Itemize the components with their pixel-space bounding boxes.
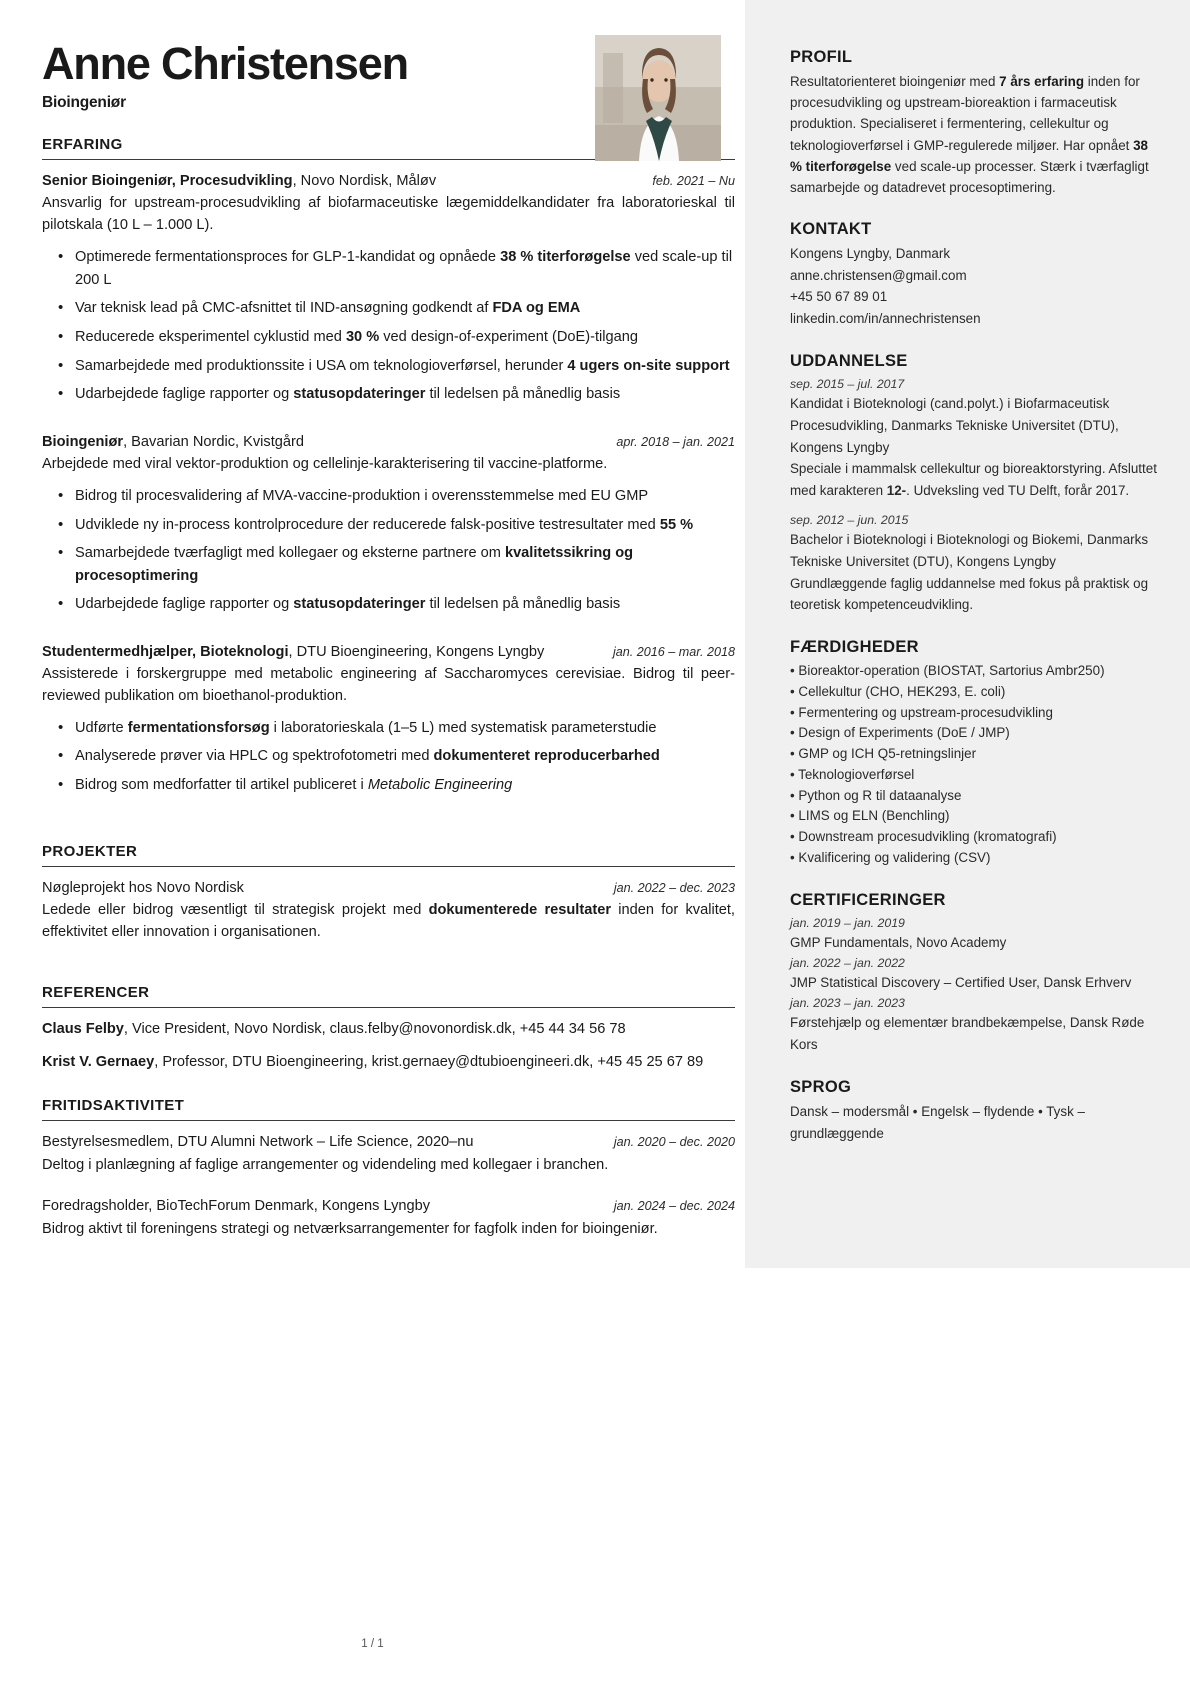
section-heading-experience: ERFARING	[42, 136, 123, 154]
list-item: • Optimerede fermentationsproces for GLP-1-kandidat og opnåede 38 % titerforøgelse ved scale-up til 200 L	[42, 246, 735, 291]
section-heading-projects: PROJEKTER	[42, 842, 138, 860]
references-list	[42, 1019, 735, 1074]
profile-text: Resultatorienteret bioingeniør med 7 års erfaring inden for procesudvikling og upstream-bioreaktion i farmaceutisk produktion. Specialiseret i fermentering, cellekultur og teknologioverførsel i GMP-regulerede miljøer. Har opnået 38 % titerforøgelse ved scale-up processer. Stærk i tværfagligt samarbejde og datadrevet procesoptimering.	[790, 74, 1149, 195]
skill-item: • Kvalificering og validering (CSV)	[790, 849, 991, 865]
entry-title: Foredragsholder, BioTechForum Denmark, Kongens Lyngby	[42, 1198, 431, 1215]
list-item: • Samarbejdede med produktionssite i USA om teknologioverførsel, herunder 4 ugers on-site support	[42, 355, 735, 378]
page-title: Anne Christensen	[42, 38, 408, 89]
education-note: Grundlæggende faglig uddannelse med fokus på praktisk og teoretisk kompetenceudvikling.	[790, 575, 1149, 613]
entry-date: apr. 2018 – jan. 2021	[616, 434, 735, 449]
list-item: • Var teknisk lead på CMC-afsnittet til IND-ansøgning godkendt af FDA og EMA	[42, 297, 735, 320]
sidebar-section-certifications	[790, 891, 1158, 1056]
entry-title: Nøgleprojekt hos Novo Nordisk	[42, 879, 244, 896]
skill-item: • Downstream procesudvikling (kromatografi)	[790, 829, 1057, 845]
divider-leisure	[42, 1120, 735, 1121]
list-item: • Reducerede eksperimentel cyklustid med 30 % ved design-of-experiment (DoE)-tilgang	[42, 326, 735, 349]
skill-item: • Python og R til dataanalyse	[790, 787, 962, 803]
job-role-subtitle: Bioingeniør	[42, 94, 126, 112]
skill-item: • Design of Experiments (DoE / JMP)	[790, 725, 1010, 741]
sidebar-section-education	[790, 352, 1158, 616]
timeline-entry	[42, 878, 735, 960]
certification-item	[790, 914, 1158, 954]
entry-title: Senior Bioingeniør, Procesudvikling, Novo Nordisk, Måløv	[42, 173, 437, 190]
entry-description: Assisterede i forskergruppe med metabolic engineering af Saccharomyces cerevisiae. Bidrog til peer-reviewed publikation om bioethanol-produktion.	[42, 666, 735, 704]
entry-bullet-list	[42, 246, 735, 406]
section-heading-leisure: FRITIDSAKTIVITET	[42, 1097, 185, 1115]
experience-entry	[42, 642, 735, 819]
certification-item	[790, 954, 1158, 994]
skills-heading: FÆRDIGHEDER	[790, 638, 919, 657]
entry-date: feb. 2021 – Nu	[652, 174, 735, 189]
reference-item: Claus Felby, Vice President, Novo Nordisk, claus.felby@novonordisk.dk, +45 44 34 56 78	[42, 1020, 626, 1037]
certification-item	[790, 994, 1158, 1056]
entry-bullet-list	[42, 717, 735, 797]
entry-description: Ansvarlig for upstream-procesudvikling af biofarmaceutiske lægemiddelkandidater fra laboratorieskal til pilotskala (10 L – 1.000 L).	[42, 195, 735, 234]
education-heading: UDDANNELSE	[790, 351, 908, 370]
projects-list	[42, 878, 735, 960]
languages-text: Dansk – modersmål • Engelsk – flydende • Tysk – grundlæggende	[790, 1103, 1085, 1141]
leisure-list	[42, 1132, 735, 1256]
sidebar-section-skills	[790, 638, 1158, 869]
certification-date: jan. 2023 – jan. 2023	[790, 995, 905, 1010]
timeline-entry	[42, 1132, 735, 1192]
timeline-entry	[42, 1196, 735, 1256]
main-column	[0, 0, 745, 1261]
skill-item: • Teknologioverførsel	[790, 766, 915, 782]
entry-header	[42, 642, 735, 663]
skill-item: • Bioreaktor-operation (BIOSTAT, Sartorius Ambr250)	[790, 663, 1105, 679]
list-item: • Udarbejdede faglige rapporter og statusopdateringer til ledelsen på månedlig basis	[42, 593, 735, 616]
contact-email[interactable]: anne.christensen@gmail.com	[790, 267, 967, 283]
certification-date: jan. 2022 – jan. 2022	[790, 955, 905, 970]
certifications-heading: CERTIFICERINGER	[790, 890, 946, 909]
certification-name: JMP Statistical Discovery – Certified User, Dansk Erhverv	[790, 975, 1132, 991]
divider-projects	[42, 866, 735, 867]
list-item: • Samarbejdede tværfagligt med kollegaer og eksterne partnere om kvalitetssikring og procesoptimering	[42, 542, 735, 587]
education-degree: Kandidat i Bioteknologi (cand.polyt.) i Biofarmaceutisk Procesudvikling, Danmarks Tekniske Universitet (DTU), Kongens Lyngby	[790, 396, 1119, 455]
list-item: • Analyserede prøver via HPLC og spektrofotometri med dokumenteret reproducerbarhed	[42, 745, 735, 768]
certifications-list	[790, 914, 1158, 1056]
list-item: • Bidrog til procesvalidering af MVA-vaccine-produktion i overensstemmelse med EU GMP	[42, 485, 735, 508]
education-date: sep. 2015 – jul. 2017	[790, 376, 905, 391]
sidebar-section-profile	[790, 48, 1158, 198]
experience-list	[42, 171, 735, 818]
skill-item: • LIMS og ELN (Benchling)	[790, 808, 950, 824]
education-note: Speciale i mammalsk cellekultur og bioreaktorstyring. Afsluttet med karakteren 12-. Udveksling ved TU Delft, forår 2017.	[790, 461, 1157, 499]
education-item	[790, 511, 1158, 616]
sidebar-section-contact	[790, 220, 1158, 330]
languages-heading: SPROG	[790, 1077, 852, 1096]
list-item: • Udførte fermentationsforsøg i laboratorieskala (1–5 L) med systematisk parameterstudie	[42, 717, 735, 740]
entry-description: Bidrog aktivt til foreningens strategi og netværksarrangementer for fagfolk inden for bioingeniør.	[42, 1220, 658, 1237]
list-item: • Udviklede ny in-process kontrolprocedure der reducerede falsk-positive testresultater med 55 %	[42, 514, 735, 537]
entry-header	[42, 171, 735, 192]
education-item	[790, 375, 1158, 502]
list-item: • Bidrog som medforfatter til artikel publiceret i Metabolic Engineering	[42, 774, 735, 797]
sidebar-section-languages	[790, 1078, 1158, 1144]
entry-date: jan. 2020 – dec. 2020	[613, 1135, 735, 1150]
profile-heading: PROFIL	[790, 48, 853, 66]
experience-entry	[42, 171, 735, 428]
skill-item: • GMP og ICH Q5-retningslinjer	[790, 746, 977, 762]
entry-description: Arbejdede med viral vektor-produktion og cellelinje-karakterisering til vaccine-platforme.	[42, 456, 608, 472]
certification-name: GMP Fundamentals, Novo Academy	[790, 935, 1007, 951]
divider-references	[42, 1007, 735, 1008]
entry-title: Bioingeniør, Bavarian Nordic, Kvistgård	[42, 433, 304, 450]
entry-date: jan. 2016 – mar. 2018	[612, 644, 735, 659]
contact-heading: KONTAKT	[790, 220, 872, 239]
entry-bullet-list	[42, 485, 735, 616]
contact-linkedin[interactable]: linkedin.com/in/annechristensen	[790, 311, 981, 327]
entry-header	[42, 878, 735, 899]
education-date: sep. 2012 – jun. 2015	[790, 512, 909, 527]
section-heading-references: REFERENCER	[42, 983, 150, 1001]
entry-header	[42, 432, 735, 453]
page-indicator: 1 / 1	[361, 1638, 384, 1650]
contact-phone[interactable]: +45 50 67 89 01	[790, 289, 888, 305]
entry-title: Bestyrelsesmedlem, DTU Alumni Network – Life Science, 2020–nu	[42, 1134, 474, 1151]
education-list	[790, 375, 1158, 616]
entry-header	[42, 1132, 735, 1153]
certification-name: Førstehjælp og elementær brandbekæmpelse, Dansk Røde Kors	[790, 1015, 1145, 1053]
education-degree: Bachelor i Bioteknologi i Bioteknologi og Biokemi, Danmarks Tekniske Universitet (DTU), Kongens Lyngby	[790, 532, 1149, 569]
contact-location: Kongens Lyngby, Danmark	[790, 246, 951, 262]
entry-header	[42, 1196, 735, 1217]
entry-date: jan. 2022 – dec. 2023	[613, 880, 735, 895]
reference-item: Krist V. Gernaey, Professor, DTU Bioengineering, krist.gernaey@dtubioengineeri.dk, +45 45 25 67 89	[42, 1053, 704, 1070]
entry-title: Studentermedhjælper, Bioteknologi, DTU Bioengineering, Kongens Lyngby	[42, 643, 545, 660]
skills-list	[790, 661, 1158, 869]
portrait-photo	[595, 35, 721, 161]
certification-date: jan. 2019 – jan. 2019	[790, 915, 905, 930]
entry-description: Ledede eller bidrog væsentligt til strategisk projekt med dokumenterede resultater inden for kvalitet, effektivitet eller innovation i organisationen.	[42, 901, 735, 940]
entry-description: Deltog i planlægning af faglige arrangementer og videndeling med kollegaer i branchen.	[42, 1156, 609, 1173]
skill-item: • Cellekultur (CHO, HEK293, E. coli)	[790, 683, 1006, 699]
sidebar	[745, 0, 1190, 1268]
entry-date: jan. 2024 – dec. 2024	[613, 1199, 735, 1214]
skill-item: • Fermentering og upstream-procesudvikling	[790, 704, 1053, 720]
list-item: • Udarbejdede faglige rapporter og statusopdateringer til ledelsen på månedlig basis	[42, 383, 735, 406]
experience-entry	[42, 432, 735, 638]
